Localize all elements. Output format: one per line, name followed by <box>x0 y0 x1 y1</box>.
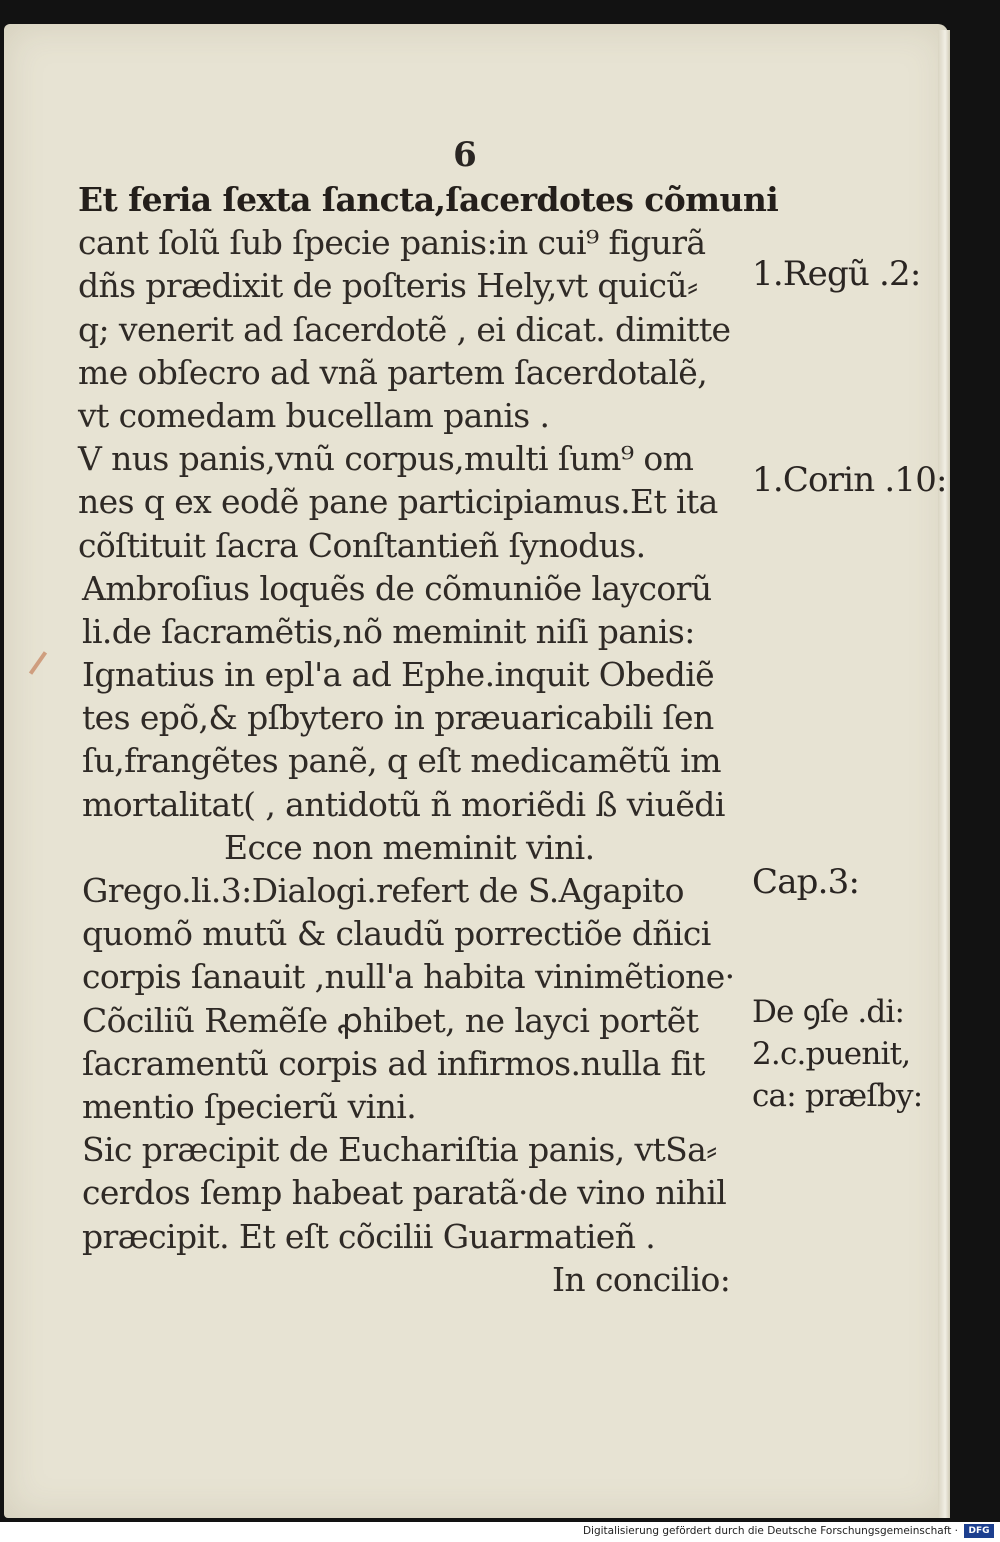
text-line: me obſecro ad vnã partem ſacerdotalẽ, <box>78 352 708 392</box>
catchword: In concilio: <box>552 1259 731 1299</box>
text-line: nes q ex eodẽ pane participiamus.Et ita <box>78 482 718 522</box>
text-line: li.de ſacramẽtis,nõ meminit niſi panis: <box>82 611 695 651</box>
page-number: 6 <box>453 135 477 175</box>
page-edge <box>938 30 950 1518</box>
margin-note: Cap.3: <box>752 862 860 902</box>
text-line: cõſtituit ſacra Conſtantieñ ſynodus. <box>78 525 646 565</box>
margin-note: 2.c.puenit, <box>752 1036 911 1072</box>
text-line: Ignatius in epl'a ad Ephe.inquit Obediẽ <box>82 655 715 695</box>
text-line: tes epõ,& pſbytero in præuaricabili ſen <box>82 698 714 738</box>
margin-note: De ꝯſe .di: <box>752 994 905 1030</box>
text-line: præcipit. Et eſt cõcilii Guarmatieñ . <box>82 1216 656 1256</box>
margin-note: 1.Regũ .2: <box>752 254 921 294</box>
footer-credit: Digitalisierung gefördert durch die Deutsche Forschungsgemeinschaft · <box>582 1525 958 1537</box>
text-line: ſu,frangẽtes panẽ, q eſt medicamẽtũ im <box>82 741 721 781</box>
text-line: Ecce non meminit vini. <box>224 827 595 867</box>
text-line: Grego.li.3:Dialogi.refert de S.Agapito <box>82 871 684 910</box>
text-line: Sic præcipit de Euchariſtia panis, vtSa⸗ <box>82 1130 717 1170</box>
text-line: vt comedam bucellam panis . <box>78 395 550 435</box>
text-line: Cõciliũ Remẽſe ꝓhibet, ne layci portẽt <box>82 1000 699 1040</box>
text-line: Et feria ſexta ſancta,ſacerdotes cõmuni <box>78 180 779 219</box>
main-text-block <box>78 178 779 1301</box>
dfg-logo: DFG <box>964 1524 994 1538</box>
text-line: mentio ſpecierũ vini. <box>82 1086 417 1126</box>
text-line: quomõ mutũ & claudũ porrectiõe dñici <box>82 914 711 954</box>
text-line: corpis ſanauit ,null'a habita vinimẽtione· <box>82 957 735 997</box>
text-line: q; venerit ad ſacerdotẽ , ei dicat. dimitte <box>78 309 731 349</box>
text-line: cant ſolũ ſub ſpecie panis:in cui⁹ figurã <box>78 223 706 263</box>
margin-note: 1.Corin .10: <box>752 460 947 500</box>
text-line: mortalitat( , antidotũ ñ moriẽdi ß viuẽdi <box>82 784 725 824</box>
text-line: Ambroſius loquẽs de cõmuniõe laycorũ <box>82 568 712 608</box>
text-line: cerdos ſemp habeat paratã·de vino nihil <box>82 1173 727 1213</box>
margin-note: ca: præſby: <box>752 1078 923 1114</box>
text-line: ſacramentũ corpis ad infirmos.nulla fit <box>82 1043 705 1083</box>
text-line: V nus panis,vnũ corpus,multi ſum⁹ om <box>78 439 694 479</box>
text-line: dñs prædixit de poſteris Hely,vt quicũ⸗ <box>78 266 698 306</box>
